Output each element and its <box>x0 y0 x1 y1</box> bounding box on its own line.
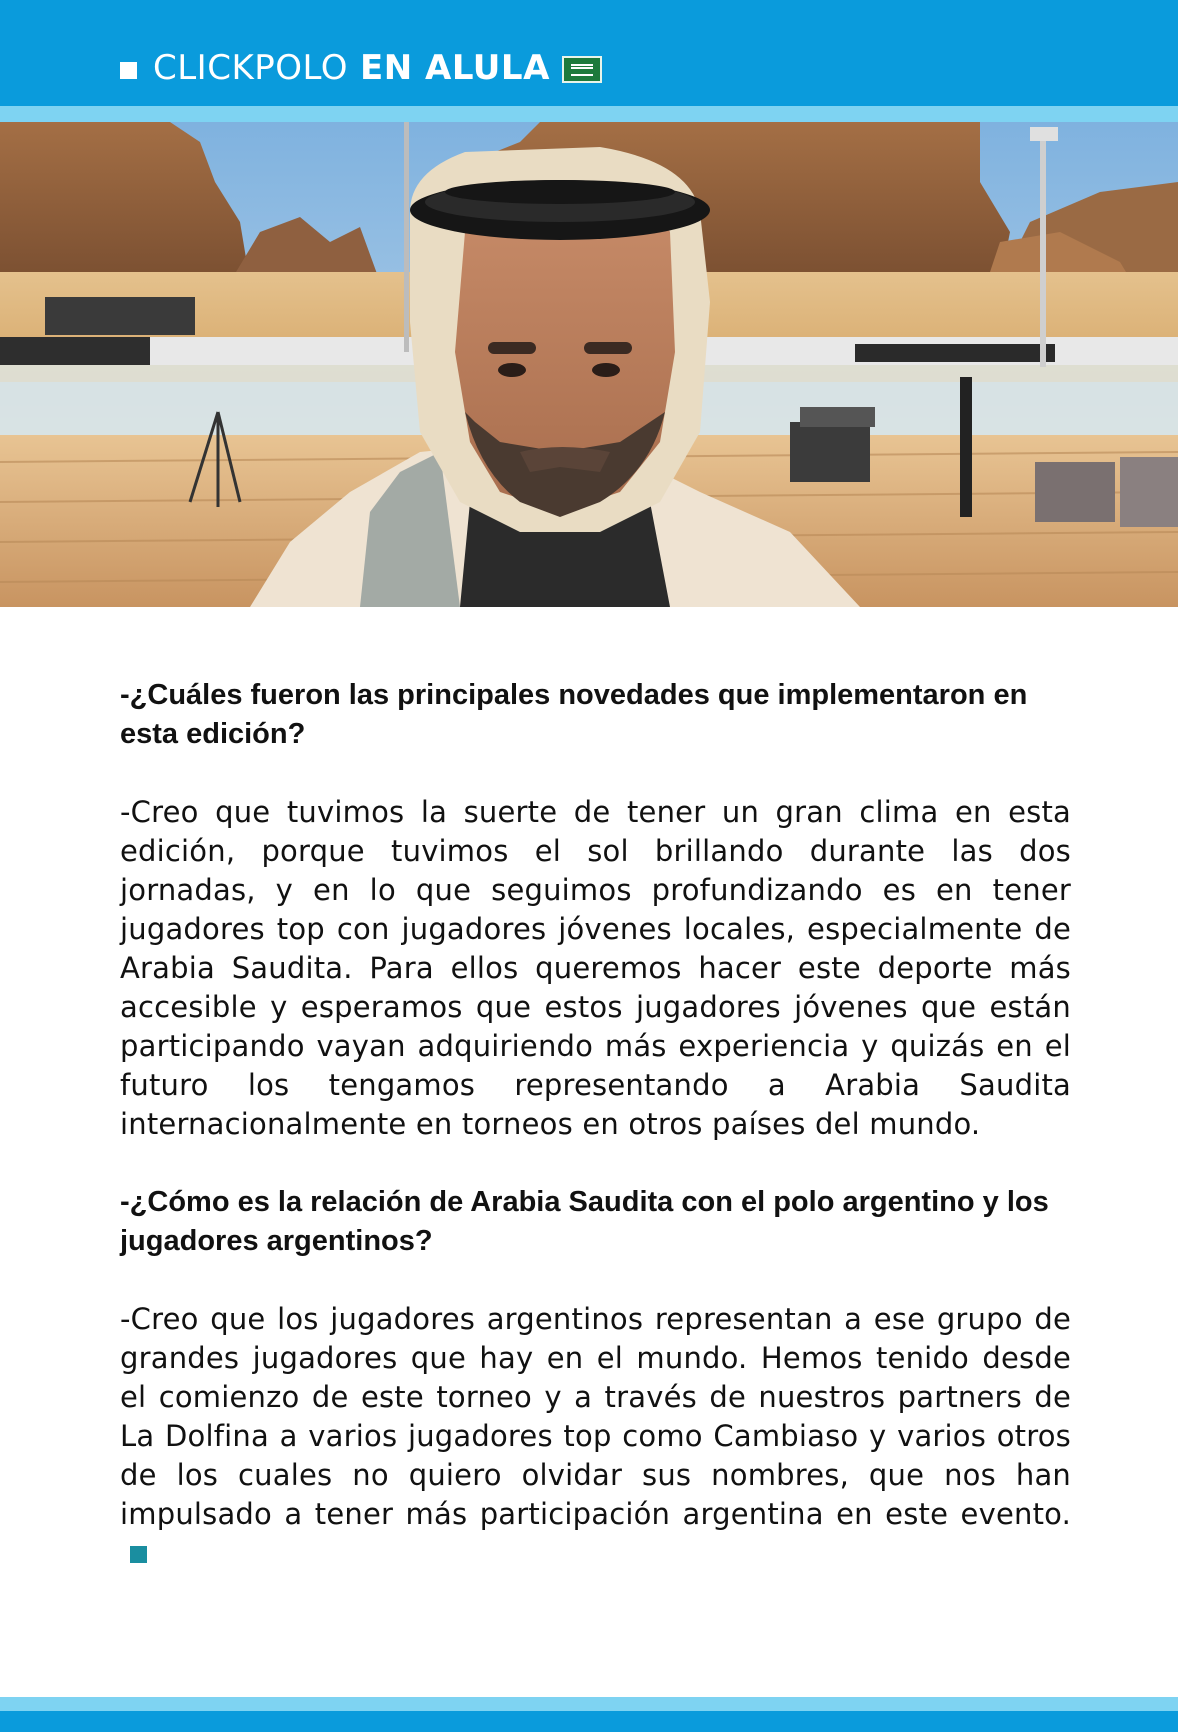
interview-photo <box>0 122 1178 607</box>
saudi-arabia-flag-icon <box>562 56 602 83</box>
interview-answer-1: -Creo que tuvimos la suerte de tener un gran clima en esta edición, porque tuvimos el sol brillando durante las dos jornadas, y en lo que seguimos profundizando es en tener jugadores top con jugadores jóvenes locales, especialmente de Arabia Saudita. Para ellos queremos hacer este deporte más accesible y esperamos que estos jugadores jóvenes que están participando vayan adquiriendo más experiencia y quizás en el futuro los tengamos representando a Arabia Saudita internacionalmente en torneos en otros países del mundo. <box>120 795 1071 1141</box>
interview-content <box>120 676 1071 1573</box>
interview-answer-2 <box>120 1300 1071 1573</box>
footer-bar <box>0 1711 1178 1732</box>
footer-stripe <box>0 1697 1178 1711</box>
section-title <box>120 44 602 92</box>
header-stripe <box>0 106 1178 122</box>
interview-question-1: -¿Cuáles fueron las principales novedades que implementaron en esta edición? <box>120 679 1028 750</box>
portrait-photo-icon <box>0 122 1178 607</box>
interview-question-2: -¿Cómo es la relación de Arabia Saudita con el polo argentino y los jugadores argentinos? <box>120 1186 1049 1257</box>
bullet-square-icon <box>120 62 137 79</box>
section-title-light: CLICKPOLO <box>153 48 349 88</box>
interview-answer-2-text: -Creo que los jugadores argentinos representan a ese grupo de grandes jugadores que hay en el mundo. Hemos tenido desde el comienzo de este torneo y a través de nuestros partners de La Dolfina a varios jugadores top como Cambiaso y varios otros de los cuales no quiero olvidar sus nombres, que nos han impulsado a tener más participación argentina en este evento. <box>120 1302 1071 1531</box>
end-mark-icon <box>130 1546 147 1563</box>
section-title-bold: EN ALULA <box>360 48 550 88</box>
